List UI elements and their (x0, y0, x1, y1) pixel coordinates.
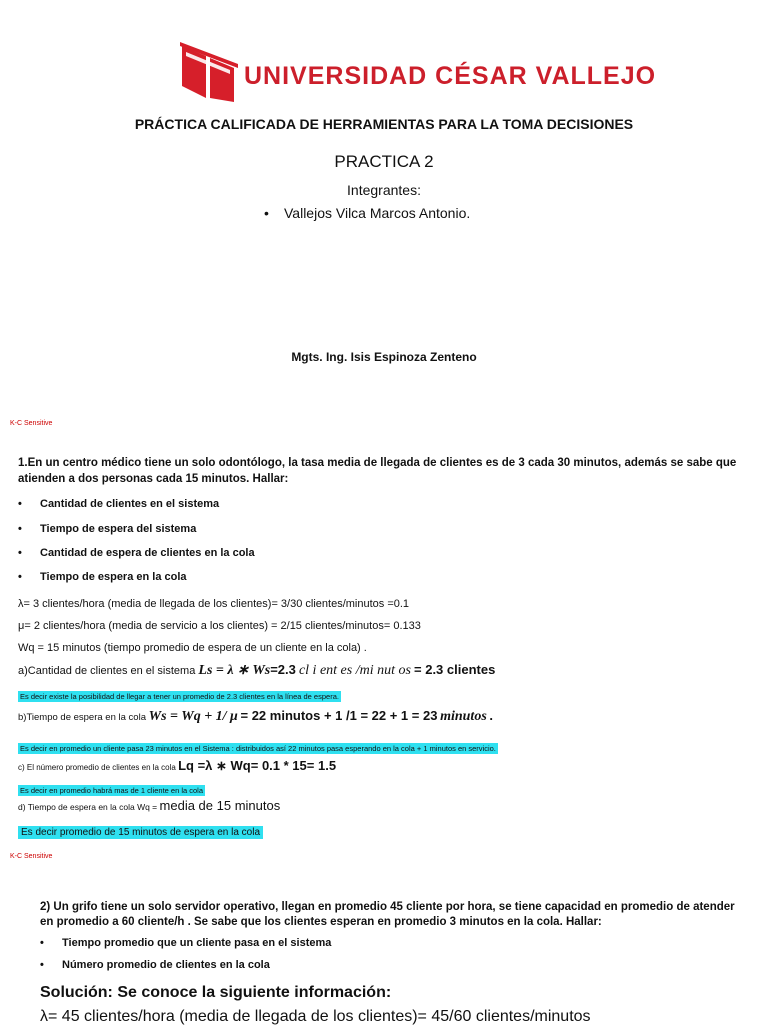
part-d-note: Es decir promedio de 15 minutos de espera en la cola (18, 822, 263, 840)
member-item: • Vallejos Vilca Marcos Antonio. (264, 205, 471, 221)
institution-name: UNIVERSIDAD CÉSAR VALLEJO (244, 62, 657, 90)
problem1-item: • Cantidad de espera de clientes en la cola (18, 547, 255, 559)
lambda-line: λ= 3 clientes/hora (media de llegada de los clientes)= 3/30 clientes/minutos =0.1 (18, 598, 410, 610)
problem2-item: • Número promedio de clientes en la cola (40, 959, 270, 971)
member-name: Vallejos Vilca Marcos Antonio. (284, 205, 471, 221)
part-a-note: Es decir existe la posibilidad de llegar a tener un promedio de 2.3 clientes en la línea de espera. (20, 692, 339, 701)
part-d-line: d) Tiempo de espera en la cola Wq = media de 15 minutos (18, 798, 281, 813)
part-c-note: Es decir en promedio habrá mas de 1 cliente en la cola (20, 786, 204, 795)
integrantes-label: Integrantes: (347, 182, 421, 198)
problem2-statement: 2) Un grifo tiene un solo servidor operativo, llegan en promedio 45 cliente por hora, se tiene capacidad en promedio de atender en promedio a 60 cliente/h . Se sabe que los clientes esperan en promedio 3 minutos en la cola. Hallar: (40, 901, 735, 928)
part-b-line: b)Tiempo de espera en la cola Ws = Wq + 1/ μ = 22 minutos + 1 /1 = 22 + 1 = 23 minutos . (18, 708, 494, 724)
problem1-item: • Tiempo de espera del sistema (18, 523, 197, 535)
problem1-item: • Cantidad de clientes en el sistema (18, 498, 220, 510)
teacher-name: Mgts. Ing. Isis Espinoza Zenteno (291, 350, 477, 364)
problem1-item: • Tiempo de espera en la cola (18, 571, 187, 583)
kc-sensitive-label: K-C Sensitive (10, 420, 53, 427)
part-a-line: a)Cantidad de clientes en el sistema Ls = λ ∗ Ws=2.3 cl i ent es /mi nut os = 2.3 clientes (18, 662, 496, 678)
mu-line: μ= 2 clientes/hora (media de servicio a los clientes) = 2/15 clientes/minutos= 0.133 (18, 620, 421, 632)
problem2-lambda-line: λ= 45 clientes/hora (media de llegada de los clientes)= 45/60 clientes/minutos (40, 1008, 591, 1025)
kc-sensitive-label: K-C Sensitive (10, 853, 53, 860)
problem2-item: • Tiempo promedio que un cliente pasa en el sistema (40, 937, 332, 949)
wq-line: Wq = 15 minutos (tiempo promedio de espera de un cliente en la cola) . (18, 642, 367, 654)
part-b-note: Es decir en promedio un cliente pasa 23 minutos en el Sistema : distribuidos así 22 minutos pasa esperando en la cola + 1 minutos en servicio. (20, 744, 496, 753)
problem1-statement: 1.En un centro médico tiene un solo odontólogo, la tasa media de llegada de clientes es de 3 cada 30 minutos, además se sabe que atienden a dos personas cada 15 minutos. Hallar: (18, 457, 737, 485)
practica-label: PRACTICA 2 (334, 152, 434, 171)
document-title: PRÁCTICA CALIFICADA DE HERRAMIENTAS PARA LA TOMA DECISIONES (134, 116, 634, 132)
part-c-line: c) El número promedio de clientes en la cola Lq =λ ∗ Wq= 0.1 * 15= 1.5 (18, 758, 337, 773)
solution-heading: Solución: Se conoce la siguiente información: (40, 984, 392, 1001)
